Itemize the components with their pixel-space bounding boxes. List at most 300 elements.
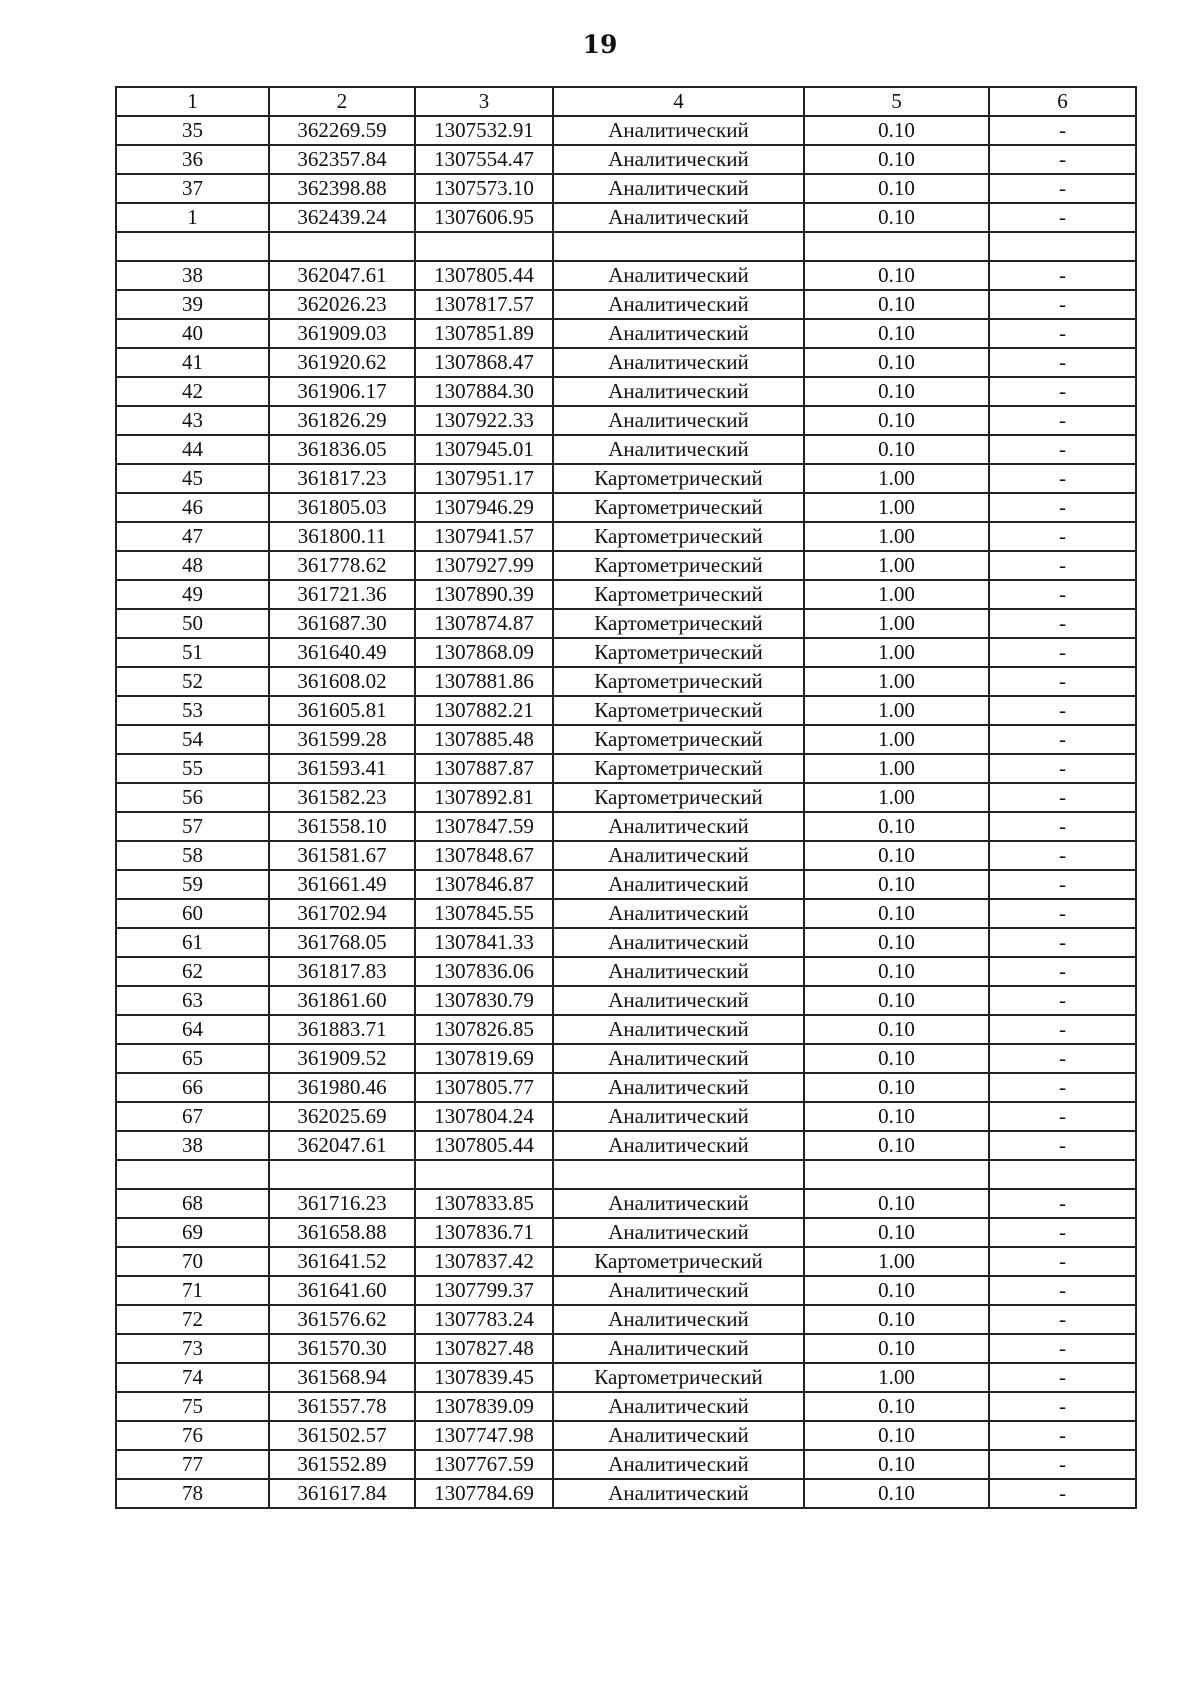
accuracy-cell: 0.10	[804, 1334, 989, 1363]
x-coordinate-cell: 361721.36	[269, 580, 415, 609]
method-cell: Аналитический	[553, 1015, 804, 1044]
accuracy-cell: 1.00	[804, 609, 989, 638]
table-row	[116, 1305, 1136, 1334]
table-row	[116, 145, 1136, 174]
point-number-cell: 77	[116, 1450, 269, 1479]
x-coordinate-cell: 361557.78	[269, 1392, 415, 1421]
table-row	[116, 319, 1136, 348]
note-cell: -	[989, 1276, 1136, 1305]
y-coordinate-cell: 1307890.39	[415, 580, 553, 609]
y-coordinate-cell: 1307827.48	[415, 1334, 553, 1363]
y-coordinate-cell: 1307830.79	[415, 986, 553, 1015]
table-row	[116, 1015, 1136, 1044]
method-cell: Аналитический	[553, 957, 804, 986]
y-coordinate-cell: 1307848.67	[415, 841, 553, 870]
note-cell: -	[989, 783, 1136, 812]
y-coordinate-cell: 1307941.57	[415, 522, 553, 551]
x-coordinate-cell: 361909.03	[269, 319, 415, 348]
method-cell	[553, 1160, 804, 1189]
point-number-cell: 41	[116, 348, 269, 377]
method-cell: Аналитический	[553, 1189, 804, 1218]
x-coordinate-cell: 361593.41	[269, 754, 415, 783]
accuracy-cell: 1.00	[804, 580, 989, 609]
point-number-cell	[116, 1160, 269, 1189]
point-number-cell: 35	[116, 116, 269, 145]
accuracy-cell: 0.10	[804, 174, 989, 203]
method-cell: Аналитический	[553, 203, 804, 232]
point-number-cell: 54	[116, 725, 269, 754]
x-coordinate-cell: 361661.49	[269, 870, 415, 899]
table-row	[116, 638, 1136, 667]
point-number-cell: 70	[116, 1247, 269, 1276]
method-cell: Аналитический	[553, 1044, 804, 1073]
x-coordinate-cell: 361817.83	[269, 957, 415, 986]
note-cell: -	[989, 319, 1136, 348]
y-coordinate-cell: 1307881.86	[415, 667, 553, 696]
point-number-cell: 50	[116, 609, 269, 638]
method-cell: Картометрический	[553, 667, 804, 696]
note-cell	[989, 1160, 1136, 1189]
accuracy-cell: 0.10	[804, 435, 989, 464]
point-number-cell: 49	[116, 580, 269, 609]
accuracy-cell: 0.10	[804, 406, 989, 435]
method-cell: Аналитический	[553, 870, 804, 899]
accuracy-cell: 0.10	[804, 1479, 989, 1508]
accuracy-cell: 1.00	[804, 638, 989, 667]
note-cell: -	[989, 580, 1136, 609]
note-cell: -	[989, 841, 1136, 870]
method-cell: Аналитический	[553, 145, 804, 174]
accuracy-cell: 0.10	[804, 377, 989, 406]
column-header: 4	[553, 87, 804, 116]
table-row	[116, 1363, 1136, 1392]
table-row	[116, 348, 1136, 377]
table-row	[116, 812, 1136, 841]
point-number-cell: 62	[116, 957, 269, 986]
method-cell: Аналитический	[553, 841, 804, 870]
method-cell: Аналитический	[553, 377, 804, 406]
note-cell: -	[989, 174, 1136, 203]
table-row	[116, 261, 1136, 290]
point-number-cell: 75	[116, 1392, 269, 1421]
accuracy-cell: 0.10	[804, 1305, 989, 1334]
x-coordinate-cell: 361778.62	[269, 551, 415, 580]
x-coordinate-cell: 361909.52	[269, 1044, 415, 1073]
note-cell: -	[989, 1218, 1136, 1247]
x-coordinate-cell: 362439.24	[269, 203, 415, 232]
point-number-cell: 53	[116, 696, 269, 725]
y-coordinate-cell: 1307836.71	[415, 1218, 553, 1247]
note-cell: -	[989, 145, 1136, 174]
x-coordinate-cell: 361687.30	[269, 609, 415, 638]
accuracy-cell: 0.10	[804, 1276, 989, 1305]
x-coordinate-cell: 361805.03	[269, 493, 415, 522]
point-number-cell: 76	[116, 1421, 269, 1450]
table-row	[116, 841, 1136, 870]
table-row	[116, 1276, 1136, 1305]
y-coordinate-cell	[415, 1160, 553, 1189]
method-cell: Аналитический	[553, 1305, 804, 1334]
y-coordinate-cell: 1307887.87	[415, 754, 553, 783]
accuracy-cell: 0.10	[804, 812, 989, 841]
point-number-cell: 38	[116, 261, 269, 290]
method-cell: Аналитический	[553, 1421, 804, 1450]
method-cell: Картометрический	[553, 754, 804, 783]
point-number-cell: 55	[116, 754, 269, 783]
method-cell: Картометрический	[553, 551, 804, 580]
note-cell: -	[989, 551, 1136, 580]
y-coordinate-cell: 1307784.69	[415, 1479, 553, 1508]
point-number-cell: 48	[116, 551, 269, 580]
point-number-cell: 58	[116, 841, 269, 870]
method-cell: Картометрический	[553, 609, 804, 638]
x-coordinate-cell: 361558.10	[269, 812, 415, 841]
point-number-cell: 69	[116, 1218, 269, 1247]
note-cell: -	[989, 928, 1136, 957]
x-coordinate-cell: 361716.23	[269, 1189, 415, 1218]
y-coordinate-cell: 1307805.44	[415, 1131, 553, 1160]
method-cell: Аналитический	[553, 1102, 804, 1131]
note-cell: -	[989, 638, 1136, 667]
note-cell: -	[989, 1247, 1136, 1276]
x-coordinate-cell: 361552.89	[269, 1450, 415, 1479]
x-coordinate-cell: 361800.11	[269, 522, 415, 551]
accuracy-cell: 0.10	[804, 145, 989, 174]
table-row	[116, 870, 1136, 899]
point-number-cell: 47	[116, 522, 269, 551]
point-number-cell: 65	[116, 1044, 269, 1073]
note-cell: -	[989, 1363, 1136, 1392]
y-coordinate-cell: 1307868.47	[415, 348, 553, 377]
y-coordinate-cell: 1307868.09	[415, 638, 553, 667]
accuracy-cell: 1.00	[804, 1363, 989, 1392]
table-row	[116, 1189, 1136, 1218]
x-coordinate-cell	[269, 232, 415, 261]
method-cell: Аналитический	[553, 116, 804, 145]
method-cell: Аналитический	[553, 1392, 804, 1421]
table-row	[116, 522, 1136, 551]
x-coordinate-cell: 361980.46	[269, 1073, 415, 1102]
x-coordinate-cell: 361502.57	[269, 1421, 415, 1450]
table-row	[116, 696, 1136, 725]
method-cell: Аналитический	[553, 1218, 804, 1247]
point-number-cell: 40	[116, 319, 269, 348]
y-coordinate-cell: 1307882.21	[415, 696, 553, 725]
column-header: 2	[269, 87, 415, 116]
accuracy-cell: 0.10	[804, 348, 989, 377]
point-number-cell	[116, 232, 269, 261]
x-coordinate-cell: 361641.60	[269, 1276, 415, 1305]
method-cell: Аналитический	[553, 1276, 804, 1305]
note-cell: -	[989, 522, 1136, 551]
point-number-cell: 59	[116, 870, 269, 899]
accuracy-cell: 0.10	[804, 1450, 989, 1479]
point-number-cell: 43	[116, 406, 269, 435]
note-cell: -	[989, 1392, 1136, 1421]
y-coordinate-cell: 1307945.01	[415, 435, 553, 464]
y-coordinate-cell: 1307554.47	[415, 145, 553, 174]
method-cell: Картометрический	[553, 696, 804, 725]
x-coordinate-cell: 361920.62	[269, 348, 415, 377]
method-cell: Аналитический	[553, 406, 804, 435]
accuracy-cell: 1.00	[804, 667, 989, 696]
note-cell: -	[989, 725, 1136, 754]
y-coordinate-cell: 1307885.48	[415, 725, 553, 754]
note-cell: -	[989, 1450, 1136, 1479]
x-coordinate-cell: 361883.71	[269, 1015, 415, 1044]
note-cell: -	[989, 406, 1136, 435]
separator-row	[116, 232, 1136, 261]
table-row	[116, 290, 1136, 319]
y-coordinate-cell: 1307874.87	[415, 609, 553, 638]
method-cell: Картометрический	[553, 783, 804, 812]
accuracy-cell: 0.10	[804, 1189, 989, 1218]
accuracy-cell: 1.00	[804, 725, 989, 754]
table-body	[116, 87, 1136, 1508]
x-coordinate-cell: 361817.23	[269, 464, 415, 493]
x-coordinate-cell: 361576.62	[269, 1305, 415, 1334]
y-coordinate-cell: 1307799.37	[415, 1276, 553, 1305]
note-cell: -	[989, 667, 1136, 696]
accuracy-cell: 1.00	[804, 493, 989, 522]
x-coordinate-cell: 361570.30	[269, 1334, 415, 1363]
method-cell: Картометрический	[553, 638, 804, 667]
x-coordinate-cell: 361906.17	[269, 377, 415, 406]
table-row	[116, 1450, 1136, 1479]
method-cell: Аналитический	[553, 319, 804, 348]
point-number-cell: 72	[116, 1305, 269, 1334]
x-coordinate-cell: 362269.59	[269, 116, 415, 145]
point-number-cell: 64	[116, 1015, 269, 1044]
note-cell: -	[989, 696, 1136, 725]
column-header: 6	[989, 87, 1136, 116]
note-cell: -	[989, 870, 1136, 899]
accuracy-cell: 0.10	[804, 1044, 989, 1073]
x-coordinate-cell: 361861.60	[269, 986, 415, 1015]
note-cell: -	[989, 1305, 1136, 1334]
method-cell: Аналитический	[553, 1131, 804, 1160]
note-cell	[989, 232, 1136, 261]
y-coordinate-cell: 1307747.98	[415, 1421, 553, 1450]
point-number-cell: 66	[116, 1073, 269, 1102]
point-number-cell: 39	[116, 290, 269, 319]
method-cell: Картометрический	[553, 1247, 804, 1276]
method-cell: Аналитический	[553, 1073, 804, 1102]
note-cell: -	[989, 1015, 1136, 1044]
point-number-cell: 38	[116, 1131, 269, 1160]
x-coordinate-cell	[269, 1160, 415, 1189]
note-cell: -	[989, 203, 1136, 232]
y-coordinate-cell: 1307847.59	[415, 812, 553, 841]
note-cell: -	[989, 261, 1136, 290]
y-coordinate-cell: 1307836.06	[415, 957, 553, 986]
note-cell: -	[989, 377, 1136, 406]
method-cell: Картометрический	[553, 725, 804, 754]
x-coordinate-cell: 362047.61	[269, 261, 415, 290]
x-coordinate-cell: 362025.69	[269, 1102, 415, 1131]
y-coordinate-cell: 1307833.85	[415, 1189, 553, 1218]
point-number-cell: 67	[116, 1102, 269, 1131]
point-number-cell: 1	[116, 203, 269, 232]
y-coordinate-cell: 1307922.33	[415, 406, 553, 435]
table-row	[116, 1334, 1136, 1363]
point-number-cell: 36	[116, 145, 269, 174]
table-header-row	[116, 87, 1136, 116]
x-coordinate-cell: 362357.84	[269, 145, 415, 174]
y-coordinate-cell: 1307819.69	[415, 1044, 553, 1073]
accuracy-cell: 0.10	[804, 1421, 989, 1450]
accuracy-cell: 0.10	[804, 899, 989, 928]
y-coordinate-cell: 1307884.30	[415, 377, 553, 406]
table-row	[116, 1218, 1136, 1247]
table-row	[116, 957, 1136, 986]
accuracy-cell: 0.10	[804, 957, 989, 986]
table-row	[116, 1421, 1136, 1450]
table-row	[116, 116, 1136, 145]
accuracy-cell: 1.00	[804, 551, 989, 580]
point-number-cell: 56	[116, 783, 269, 812]
accuracy-cell: 0.10	[804, 1102, 989, 1131]
point-number-cell: 63	[116, 986, 269, 1015]
method-cell: Картометрический	[553, 580, 804, 609]
x-coordinate-cell: 362047.61	[269, 1131, 415, 1160]
method-cell: Аналитический	[553, 812, 804, 841]
y-coordinate-cell: 1307783.24	[415, 1305, 553, 1334]
point-number-cell: 51	[116, 638, 269, 667]
point-number-cell: 74	[116, 1363, 269, 1392]
y-coordinate-cell: 1307573.10	[415, 174, 553, 203]
y-coordinate-cell: 1307767.59	[415, 1450, 553, 1479]
y-coordinate-cell: 1307951.17	[415, 464, 553, 493]
point-number-cell: 52	[116, 667, 269, 696]
x-coordinate-cell: 361617.84	[269, 1479, 415, 1508]
note-cell: -	[989, 1334, 1136, 1363]
method-cell: Картометрический	[553, 464, 804, 493]
table-row	[116, 464, 1136, 493]
table-row	[116, 1044, 1136, 1073]
point-number-cell: 68	[116, 1189, 269, 1218]
table-row	[116, 406, 1136, 435]
point-number-cell: 71	[116, 1276, 269, 1305]
page-number: 19	[582, 30, 618, 59]
table-row	[116, 725, 1136, 754]
note-cell: -	[989, 493, 1136, 522]
accuracy-cell: 0.10	[804, 841, 989, 870]
accuracy-cell: 0.10	[804, 1131, 989, 1160]
note-cell: -	[989, 290, 1136, 319]
y-coordinate-cell: 1307892.81	[415, 783, 553, 812]
method-cell: Картометрический	[553, 522, 804, 551]
note-cell: -	[989, 957, 1136, 986]
note-cell: -	[989, 348, 1136, 377]
x-coordinate-cell: 361599.28	[269, 725, 415, 754]
x-coordinate-cell: 361836.05	[269, 435, 415, 464]
method-cell: Аналитический	[553, 290, 804, 319]
point-number-cell: 37	[116, 174, 269, 203]
y-coordinate-cell: 1307837.42	[415, 1247, 553, 1276]
x-coordinate-cell: 361768.05	[269, 928, 415, 957]
method-cell: Картометрический	[553, 1363, 804, 1392]
note-cell: -	[989, 1102, 1136, 1131]
x-coordinate-cell: 361568.94	[269, 1363, 415, 1392]
table-row	[116, 1073, 1136, 1102]
note-cell: -	[989, 899, 1136, 928]
point-number-cell: 46	[116, 493, 269, 522]
x-coordinate-cell: 362398.88	[269, 174, 415, 203]
x-coordinate-cell: 361702.94	[269, 899, 415, 928]
accuracy-cell: 1.00	[804, 696, 989, 725]
accuracy-cell: 0.10	[804, 1218, 989, 1247]
method-cell: Аналитический	[553, 928, 804, 957]
y-coordinate-cell: 1307805.44	[415, 261, 553, 290]
point-number-cell: 44	[116, 435, 269, 464]
note-cell: -	[989, 1073, 1136, 1102]
table-row	[116, 1479, 1136, 1508]
method-cell: Аналитический	[553, 1450, 804, 1479]
y-coordinate-cell	[415, 232, 553, 261]
y-coordinate-cell: 1307839.45	[415, 1363, 553, 1392]
y-coordinate-cell: 1307532.91	[415, 116, 553, 145]
method-cell: Аналитический	[553, 1334, 804, 1363]
table-row	[116, 783, 1136, 812]
method-cell: Аналитический	[553, 986, 804, 1015]
x-coordinate-cell: 361605.81	[269, 696, 415, 725]
table-row	[116, 986, 1136, 1015]
accuracy-cell: 0.10	[804, 870, 989, 899]
method-cell: Аналитический	[553, 435, 804, 464]
y-coordinate-cell: 1307846.87	[415, 870, 553, 899]
y-coordinate-cell: 1307841.33	[415, 928, 553, 957]
y-coordinate-cell: 1307826.85	[415, 1015, 553, 1044]
x-coordinate-cell: 361641.52	[269, 1247, 415, 1276]
separator-row	[116, 1160, 1136, 1189]
table-row	[116, 580, 1136, 609]
table-row	[116, 899, 1136, 928]
y-coordinate-cell: 1307817.57	[415, 290, 553, 319]
coordinates-table	[115, 86, 1137, 1509]
note-cell: -	[989, 1421, 1136, 1450]
x-coordinate-cell: 362026.23	[269, 290, 415, 319]
point-number-cell: 61	[116, 928, 269, 957]
method-cell: Аналитический	[553, 899, 804, 928]
note-cell: -	[989, 1479, 1136, 1508]
x-coordinate-cell: 361608.02	[269, 667, 415, 696]
accuracy-cell	[804, 232, 989, 261]
accuracy-cell: 0.10	[804, 203, 989, 232]
table-row	[116, 1247, 1136, 1276]
x-coordinate-cell: 361582.23	[269, 783, 415, 812]
accuracy-cell: 0.10	[804, 319, 989, 348]
table-row	[116, 493, 1136, 522]
method-cell: Аналитический	[553, 1479, 804, 1508]
table-row	[116, 754, 1136, 783]
accuracy-cell: 0.10	[804, 1392, 989, 1421]
point-number-cell: 42	[116, 377, 269, 406]
y-coordinate-cell: 1307606.95	[415, 203, 553, 232]
accuracy-cell: 1.00	[804, 1247, 989, 1276]
table-row	[116, 667, 1136, 696]
note-cell: -	[989, 1131, 1136, 1160]
note-cell: -	[989, 609, 1136, 638]
x-coordinate-cell: 361581.67	[269, 841, 415, 870]
x-coordinate-cell: 361826.29	[269, 406, 415, 435]
table-row	[116, 377, 1136, 406]
table-row	[116, 1102, 1136, 1131]
note-cell: -	[989, 754, 1136, 783]
point-number-cell: 45	[116, 464, 269, 493]
column-header: 5	[804, 87, 989, 116]
accuracy-cell: 0.10	[804, 1015, 989, 1044]
